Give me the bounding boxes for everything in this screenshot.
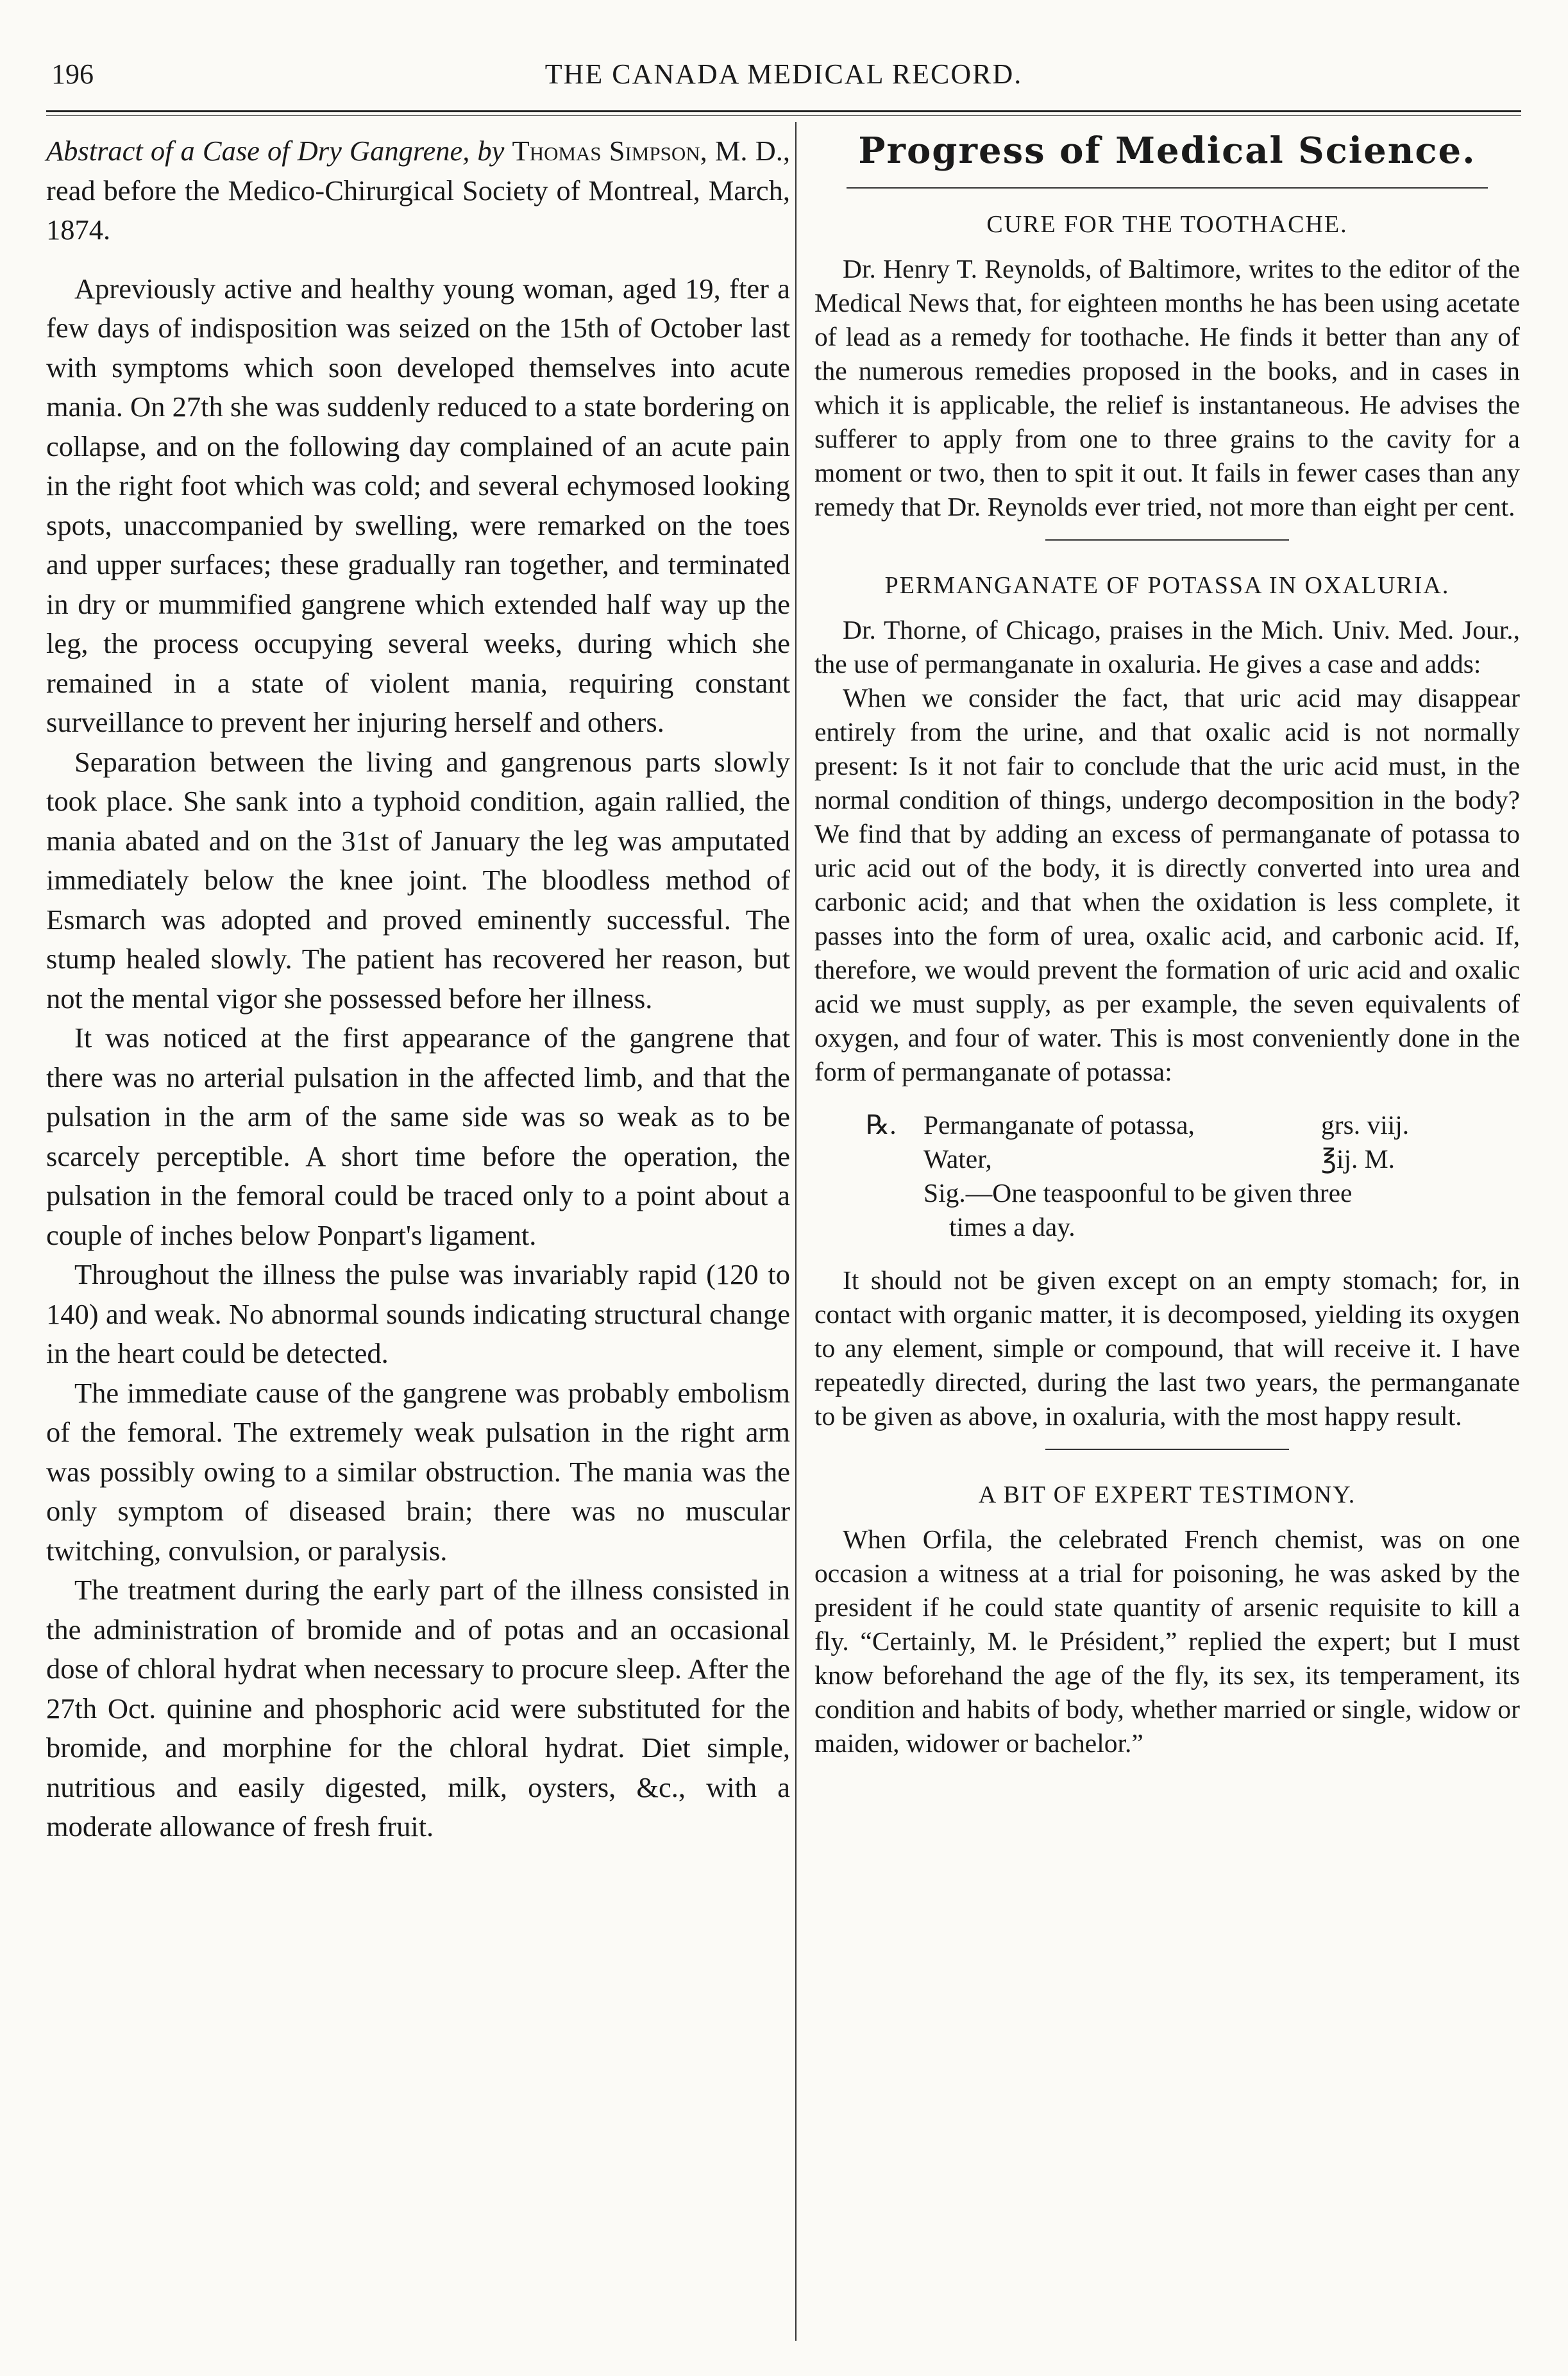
left-column: [46, 131, 790, 1847]
rx-item: Permanganate of potassa,: [923, 1110, 1195, 1140]
article-title: CURE FOR THE TOOTHACHE.: [986, 211, 1348, 238]
section-rule: [847, 187, 1488, 189]
rx-sig-cont: times a day.: [949, 1212, 1075, 1242]
paragraph: It was noticed at the first appearance of the gangrene that there was no arterial pulsation in the affected limb, and that the pulsation in the arm of the same side was so weak as to be scarcely perceptible. A short time before the operation, the pulsation in the femoral could be traced only to a point about a couple of inches below Ponpart's ligament.: [46, 1022, 790, 1251]
paragraph: The immediate cause of the gangrene was probably embolism of the femoral. The extremely weak pulsation in the right arm was possibly owing to a similar obstruction. The mania was the only symptom of diseased brain; there was no muscular twitching, convulsion, or paralysis.: [46, 1376, 790, 1567]
column-divider: [795, 122, 797, 2341]
rx-quantity: grs. viij.: [1321, 1110, 1410, 1140]
paragraph: Apreviously active and healthy young woman, aged 19, fter a few days of indisposition was seized on the 15th of October last with symptoms which soon developed themselves into acute mania. On 27th she was suddenly reduced to a state bordering on collapse, and on the following day complained of an acute pain in the right foot which was cold; and several echymosed looking spots, unaccompanied by swelling, were remarked on the toes and upper surfaces; these gradually ran together, and terminated in dry or mummified gangrene which extended half way up the leg, the process occupying several weeks, during which she remained in a state of violent mania, requiring constant surveillance to prevent her injuring herself and others.: [46, 272, 790, 738]
recipe-symbol: ℞.: [866, 1110, 897, 1140]
paragraph: Dr. Henry T. Reynolds, of Baltimore, writes to the editor of the Medical News that, for eighteen months he has been using acetate of lead as a remedy for toothache. He finds it better than any of the numerous remedies proposed in the books, and in cases in which it is applicable, the relief is instantaneous. He advises the sufferer to apply from one to three grains to the cavity for a moment or two, then to spit it out. It fails in fewer cases than any remedy that Dr. Reynolds ever tried, not more than eight per cent.: [814, 254, 1520, 521]
paragraph: It should not be given except on an empty stomach; for, in contact with organic matter, it is decomposed, yielding its oxygen to any element, simple or compound, that will receive it. I have repeatedly directed, during the last two years, the permanganate to be given as above, in oxaluria, with the most happy result.: [814, 1265, 1520, 1431]
abstract-title: Abstract of a Case of Dry Gangrene, by: [46, 135, 505, 167]
paragraph: Dr. Thorne, of Chicago, praises in the Mich. Univ. Med. Jour., the use of permanganate in oxaluria. He gives a case and adds:: [814, 615, 1520, 678]
abstract-heading: [46, 131, 790, 250]
prescription: [866, 1108, 1520, 1244]
header-rule: [46, 110, 1521, 116]
paragraph: When Orfila, the celebrated French chemist, was on one occasion a witness at a trial for poisoning, he was asked by the president if he could state quantity of arsenic requisite to kill a fly. “Certainly, M. le Président,” replied the expert; but I must know beforehand the age of the fly, its sex, its temperament, its condition and habits of body, whether married or single, widow or maiden, widower or bachelor.”: [814, 1524, 1520, 1758]
paragraph: When we consider the fact, that uric acid may disappear entirely from the urine, and that oxalic acid is not normally present: Is it not fair to conclude that the uric acid must, in the normal condition of things, undergo decomposition in the body? We find that by adding an excess of permanganate of potassa to uric acid out of the body, it is directly converted into urea and carbonic acid; and that when the oxidation is less complete, it passes into the form of urea, oxalic acid, and carbonic acid. If, therefore, we would prevent the formation of uric acid and oxalic acid we must supply, as per example, the seven equivalents of oxygen, and four of water. This is most conveniently done in the form of permanganate of potassa:: [814, 683, 1520, 1086]
abstract-title-rest: read before the Medico-Chirurgical Society of Montreal, March, 1874.: [46, 174, 790, 246]
page-number: 196: [51, 58, 94, 90]
page-header: [46, 51, 1521, 96]
right-column: [814, 131, 1520, 1760]
rx-item: Water,: [923, 1144, 992, 1174]
section-banner: Progress of Medical Science.: [858, 130, 1476, 172]
article-title: PERMANGANATE OF POTASSA IN OXALURIA.: [884, 572, 1450, 599]
article-title: A BIT OF EXPERT TESTIMONY.: [978, 1481, 1356, 1508]
abstract-author: Thomas Simpson, M. D.,: [512, 135, 790, 167]
rx-quantity: ℥ij. M.: [1321, 1144, 1395, 1174]
paragraph: Throughout the illness the pulse was invariably rapid (120 to 140) and weak. No abnormal sounds indicating structural change in the heart could be detected.: [46, 1258, 790, 1369]
paragraph: Separation between the living and gangrenous parts slowly took place. She sank into a typhoid condition, again rallied, the mania abated and on the 31st of January the leg was amputated immediately below the knee joint. The bloodless method of Esmarch was adopted and proved eminently successful. The stump healed slowly. The patient has recovered her reason, but not the mental vigor she possessed before her illness.: [46, 745, 790, 1015]
rx-sig: Sig.—One teaspoonful to be given three: [923, 1178, 1353, 1208]
paragraph: The treatment during the early part of the illness consisted in the administration of bromide and of potas and an occasional dose of chloral hydrat when necessary to procure sleep. After the 27th Oct. quinine and phosphoric acid were substituted for the bromide, and morphine for the chloral hydrat. Diet simple, nutritious and easily digested, milk, oysters, &c., with a moderate allowance of fresh fruit.: [46, 1574, 790, 1842]
running-title: THE CANADA MEDICAL RECORD.: [544, 58, 1023, 90]
